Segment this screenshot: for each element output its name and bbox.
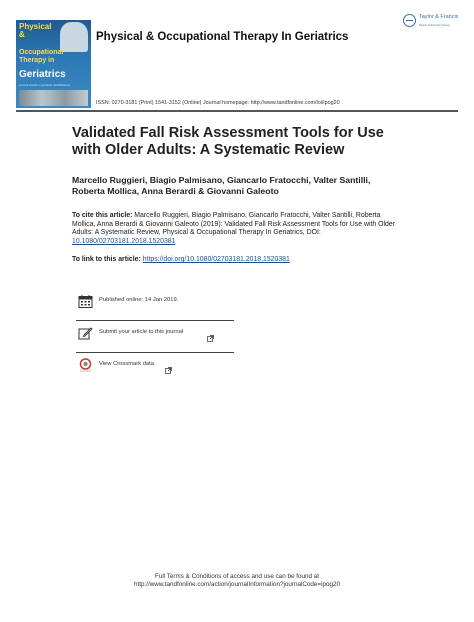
taylor-francis-logo-icon: [403, 14, 416, 27]
cover-title-line3: Geriatrics: [19, 69, 66, 80]
published-row: [76, 294, 234, 314]
info-divider: [76, 320, 234, 321]
issn-line[interactable]: ISSN: 0270-3181 (Print) 1541-3152 (Online) Journal homepage: http://www.tandfonline.com/loi/ipog20: [96, 100, 340, 106]
submit-article-row[interactable]: [76, 326, 234, 346]
crossmark-link[interactable]: View Crossmark data: [99, 361, 154, 367]
publisher-name: Taylor & Francis: [419, 14, 459, 20]
pencil-edit-icon: [78, 326, 93, 341]
citation-block: [72, 212, 397, 246]
external-link-icon: [207, 329, 214, 347]
submit-article-link[interactable]: Submit your article to this journal: [99, 329, 184, 335]
journal-cover-image[interactable]: [16, 20, 91, 108]
link-label: To link to this article:: [72, 256, 141, 263]
article-title: Validated Fall Risk Assessment Tools for Use with Older Adults: A Systematic Review: [72, 125, 384, 158]
header-divider: [16, 110, 458, 112]
crossmark-row[interactable]: [76, 358, 234, 378]
article-link-line: [72, 256, 290, 263]
citation-label: To cite this article:: [72, 212, 133, 219]
citation-text: Marcello Ruggieri, Biagio Palmisano, Giancarlo Fratocchi, Valter Santilli, Roberta Mollica, Anna Berardi & Giovanni Galeoto (2019): Validated Fall Risk Assessment Tools for Use with Older Adults: A Systematic Review, Physical & Occupational Therapy In Geriatrics, DOI:: [72, 212, 395, 236]
cover-photo-strip: [19, 90, 88, 106]
info-divider: [76, 352, 234, 353]
cover-portrait: [60, 22, 88, 52]
calendar-icon: [78, 294, 93, 309]
cover-title-line2: Occupational Therapy in: [19, 49, 64, 64]
external-link-icon: [165, 361, 172, 379]
publisher-subtitle: Taylor & Francis Group: [419, 23, 450, 27]
citation-doi-link[interactable]: 10.1080/02703181.2018.1520381: [72, 237, 176, 245]
article-doi-link[interactable]: https://doi.org/10.1080/02703181.2018.1520381: [142, 256, 290, 263]
cover-tagline: current trends in geriatric rehabilitation: [19, 83, 71, 87]
footer-terms-link[interactable]: http://www.tandfonline.com/action/journalInformation?journalCode=ipog20: [133, 581, 340, 588]
article-authors: Marcello Ruggieri, Biagio Palmisano, Giancarlo Fratocchi, Valter Santilli, Roberta Mollica, Anna Berardi & Giovanni Galeoto: [72, 175, 371, 196]
crossmark-icon: [78, 358, 93, 373]
footer-terms-text: Full Terms & Conditions of access and use can be found at: [154, 573, 320, 580]
cover-title-line1: Physical &: [19, 22, 52, 39]
publisher-logo[interactable]: [403, 13, 461, 35]
published-date: Published online: 14 Jan 2019.: [99, 297, 179, 303]
footer-terms: [100, 573, 374, 589]
journal-title[interactable]: Physical & Occupational Therapy In Geriatrics: [96, 31, 349, 43]
